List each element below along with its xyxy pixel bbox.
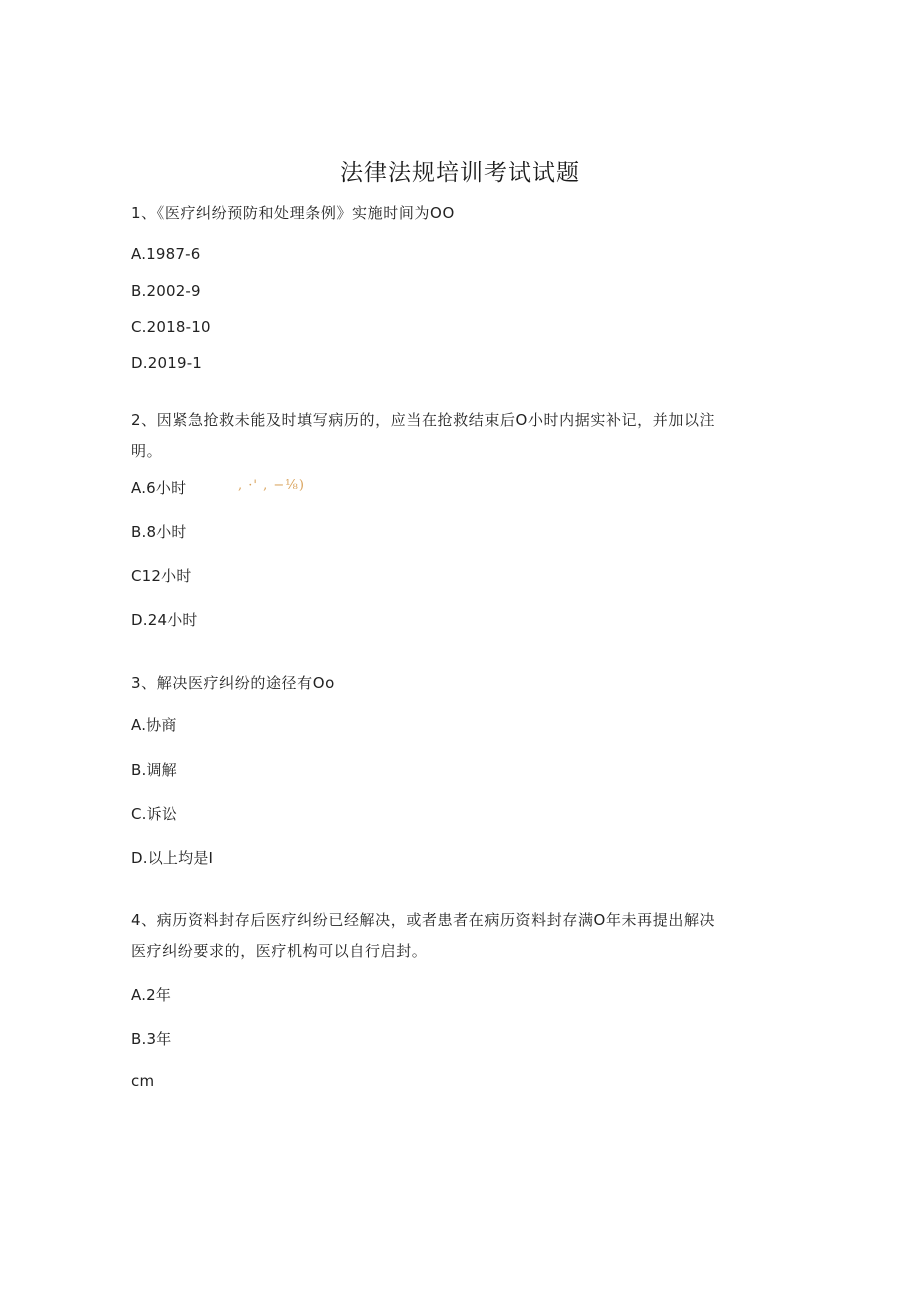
question-1-text: 1、《医疗纠纷预防和处理条例》实施时间为OO xyxy=(131,204,455,222)
document-title: 法律法规培训考试试题 xyxy=(340,160,580,186)
question-4-text-line-1: 4、病历资料封存后医疗纠纷已经解决，或者患者在病历资料封存满O年未再提出解决 xyxy=(131,911,716,929)
stray-handwritten-mark: , ·' , −⅛) xyxy=(238,478,305,493)
question-4-option-a: A.2年 xyxy=(131,986,172,1004)
question-1-option-b: B.2002-9 xyxy=(131,282,201,300)
question-3-text: 3、解决医疗纠纷的途径有Oo xyxy=(131,674,335,692)
question-2-text-line-2: 明。 xyxy=(131,442,163,460)
question-1-option-c: C.2018-10 xyxy=(131,318,211,336)
question-2-text-line-1: 2、因紧急抢救未能及时填写病历的，应当在抢救结束后O小时内据实补记，并加以注 xyxy=(131,411,716,429)
question-2-option-d: D.24小时 xyxy=(131,611,198,629)
question-1-option-a: A.1987-6 xyxy=(131,245,201,263)
question-4-option-b: B.3年 xyxy=(131,1030,172,1048)
question-3-option-b: B.调解 xyxy=(131,761,177,779)
question-3-option-d: D.以上均是I xyxy=(131,849,214,867)
question-4-option-c-fragment: cm xyxy=(131,1072,155,1090)
question-2-option-a: A.6小时 xyxy=(131,479,187,497)
question-2-option-c: C12小时 xyxy=(131,567,192,585)
question-1-option-d: D.2019-1 xyxy=(131,354,203,372)
question-3-option-a: A.协商 xyxy=(131,716,177,734)
question-2-option-b: B.8小时 xyxy=(131,523,187,541)
question-3-option-c: C.诉讼 xyxy=(131,805,178,823)
question-4-text-line-2: 医疗纠纷要求的，医疗机构可以自行启封。 xyxy=(131,942,428,960)
